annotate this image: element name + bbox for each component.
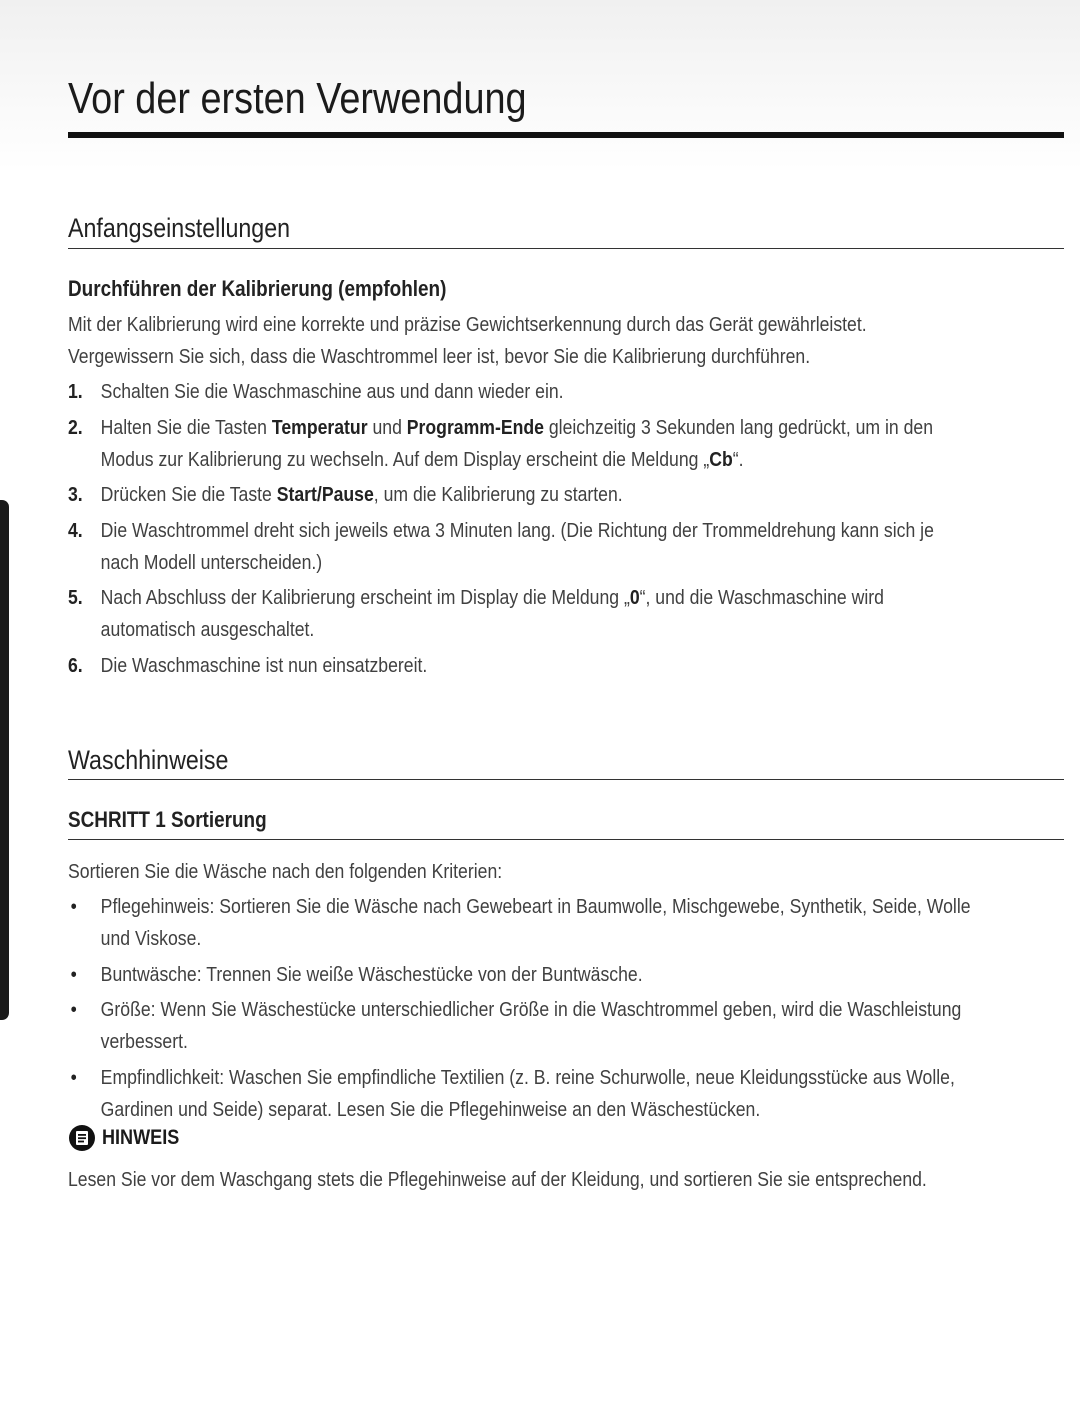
display-code-cb: Cb xyxy=(709,447,733,471)
step-item xyxy=(68,582,1066,646)
step-text: Schalten Sie die Waschmaschine aus und dann wieder ein. xyxy=(100,380,564,403)
step-text: automatisch ausgeschaltet. xyxy=(100,618,315,641)
step-item xyxy=(68,376,1066,408)
step-text xyxy=(101,444,1066,476)
step-text: Die Waschmaschine ist nun einsatzbereit. xyxy=(100,653,428,677)
section-heading-waschhinweise: Waschhinweise xyxy=(68,745,229,775)
list-item xyxy=(68,1062,1066,1126)
sorting-criteria-list xyxy=(68,891,1066,1129)
note-text: Lesen Sie vor dem Waschgang stets die Pflegehinweise auf der Kleidung, und sortieren Sie sie entsprechend. xyxy=(68,1168,927,1191)
step-text-part: gleichzeitig 3 Sekunden lang gedrückt, um in den xyxy=(543,415,934,439)
calibration-subheading: Durchführen der Kalibrierung (empfohlen) xyxy=(68,276,447,301)
step-text-part: “, und die Waschmaschine wird xyxy=(639,586,884,609)
step-number: 1. xyxy=(68,380,83,403)
button-name-temperatur: Temperatur xyxy=(271,415,368,439)
step-text-part: Halten Sie die Tasten xyxy=(100,415,272,439)
step-label-sortierung: SCHRITT 1 Sortierung xyxy=(68,807,267,832)
step-item xyxy=(68,650,1066,682)
step-text-part: Nach Abschluss der Kalibrierung erscheint im Display die Meldung „ xyxy=(100,586,630,609)
section-rule xyxy=(68,779,1064,780)
section-rule xyxy=(68,839,1064,840)
note-icon xyxy=(68,1124,96,1152)
step-text xyxy=(101,582,1066,614)
bullet: • xyxy=(70,1065,77,1089)
bullet: • xyxy=(70,998,77,1021)
display-code-0: 0 xyxy=(629,586,640,609)
step-item xyxy=(68,479,1066,511)
button-name-start-pause: Start/Pause xyxy=(276,483,374,506)
list-item xyxy=(68,959,1066,991)
list-item-text: verbessert. xyxy=(100,1030,188,1053)
page-title: Vor der ersten Verwendung xyxy=(68,74,527,123)
note-label: HINWEIS xyxy=(102,1126,180,1149)
bullet: • xyxy=(70,895,77,918)
list-item-text: Buntwäsche: Trennen Sie weiße Wäschestücke von der Buntwäsche. xyxy=(100,962,643,986)
step-text-part: und xyxy=(367,415,407,439)
step-number: 2. xyxy=(68,415,83,439)
step-text: Die Waschtrommel dreht sich jeweils etwa 3 Minuten lang. (Die Richtung der Trommeldrehung kann sich je xyxy=(100,518,934,542)
step-number: 6. xyxy=(68,653,83,677)
step-number: 3. xyxy=(68,483,83,506)
list-item xyxy=(68,891,1066,955)
note-header xyxy=(68,1124,192,1152)
calibration-intro-line: Vergewissern Sie sich, dass die Waschtrommel leer ist, bevor Sie die Kalibrierung durchführen. xyxy=(68,345,811,368)
list-item-text: Empfindlichkeit: Waschen Sie empfindliche Textilien (z. B. reine Schurwolle, neue Kleidungsstücke aus Wolle, xyxy=(100,1065,955,1089)
list-item xyxy=(68,994,1066,1058)
section-heading-anfangseinstellungen: Anfangseinstellungen xyxy=(68,213,291,243)
step-item xyxy=(68,515,1066,579)
step-text: nach Modell unterscheiden.) xyxy=(100,550,323,574)
title-rule xyxy=(68,132,1064,138)
list-item-text: Größe: Wenn Sie Wäschestücke unterschiedlicher Größe in die Waschtrommel geben, wird die Waschleistung xyxy=(100,998,962,1021)
step-text-part: “. xyxy=(732,447,744,471)
step-item xyxy=(68,412,1066,476)
step-text-part: , um die Kalibrierung zu starten. xyxy=(373,483,623,506)
calibration-steps xyxy=(68,376,1066,685)
calibration-intro-line: Mit der Kalibrierung wird eine korrekte und präzise Gewichtserkennung durch das Gerät gewährleistet. xyxy=(68,313,867,336)
section-rule xyxy=(68,248,1064,249)
button-name-programm-ende: Programm-Ende xyxy=(406,415,544,439)
list-item-text: und Viskose. xyxy=(100,927,202,950)
step-text xyxy=(101,479,1066,511)
step-number: 4. xyxy=(68,518,83,542)
list-item-text: Gardinen und Seide) separat. Lesen Sie die Pflegehinweise an den Wäschestücken. xyxy=(100,1097,761,1121)
list-item-text: Pflegehinweis: Sortieren Sie die Wäsche nach Gewebeart in Baumwolle, Mischgewebe, Synthetik, Seide, Wolle xyxy=(100,895,971,918)
sorting-intro: Sortieren Sie die Wäsche nach den folgenden Kriterien: xyxy=(68,860,503,883)
step-text-part: Drücken Sie die Taste xyxy=(100,483,277,506)
chapter-side-tab xyxy=(0,500,9,1020)
bullet: • xyxy=(70,962,77,986)
step-text xyxy=(101,412,1066,444)
step-text-part: Modus zur Kalibrierung zu wechseln. Auf dem Display erscheint die Meldung „ xyxy=(100,447,710,471)
step-number: 5. xyxy=(68,586,83,609)
